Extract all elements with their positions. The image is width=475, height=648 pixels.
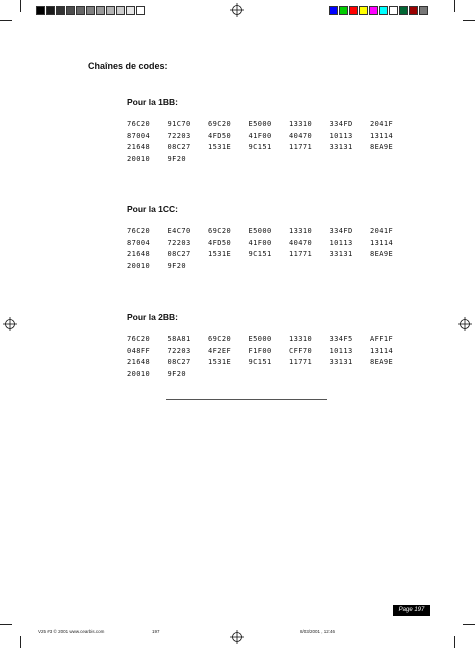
code-cell: 10113 — [329, 131, 353, 140]
code-row — [127, 132, 411, 140]
code-cell: 58A81 — [167, 335, 191, 343]
code-cell: 11771 — [289, 358, 313, 366]
code-cell: 72203 — [167, 238, 191, 247]
gray-swatch — [76, 6, 85, 15]
gray-swatch — [46, 6, 55, 15]
code-cell: 13114 — [370, 238, 394, 247]
code-cell: F1F00 — [248, 346, 272, 355]
gray-swatch — [36, 6, 45, 15]
code-cell: AFF1F — [370, 335, 394, 343]
code-row — [127, 347, 411, 355]
code-cell: 20010 — [127, 261, 151, 270]
registration-mark-icon — [458, 317, 472, 331]
code-cell: 9C151 — [248, 250, 272, 258]
crop-mark — [0, 624, 12, 625]
code-cell: 72203 — [167, 346, 191, 355]
color-swatch — [329, 6, 338, 15]
gray-swatch — [126, 6, 135, 15]
code-cell: 1531E — [208, 250, 232, 258]
code-row — [127, 370, 208, 378]
code-cell: 69C20 — [208, 227, 232, 235]
code-cell: 91C70 — [167, 120, 191, 128]
crop-mark — [0, 20, 12, 21]
color-swatch — [399, 6, 408, 15]
code-cell: E5000 — [248, 227, 272, 235]
color-swatch — [369, 6, 378, 15]
code-cell: 11771 — [289, 143, 313, 151]
code-cell: 10113 — [329, 238, 353, 247]
code-cell: 2041F — [370, 227, 394, 235]
gray-swatch — [86, 6, 95, 15]
code-cell: 334F5 — [329, 335, 353, 343]
code-cell: 87004 — [127, 238, 151, 247]
code-cell: E5000 — [248, 120, 272, 128]
code-cell: 13310 — [289, 120, 313, 128]
code-cell: 9C151 — [248, 143, 272, 151]
registration-mark-icon — [3, 317, 17, 331]
crop-mark — [20, 0, 21, 12]
code-cell: 9C151 — [248, 358, 272, 366]
page-number-badge: Page 197 — [393, 605, 430, 616]
code-cell: 1531E — [208, 358, 232, 366]
code-cell: 1531E — [208, 143, 232, 151]
code-cell: 21648 — [127, 358, 151, 366]
page-title: Chaînes de codes: — [88, 61, 168, 71]
code-cell: 33131 — [329, 358, 353, 366]
code-cell: 40470 — [289, 238, 313, 247]
code-cell: 08C27 — [167, 250, 191, 258]
code-cell: 21648 — [127, 250, 151, 258]
code-cell: 20010 — [127, 154, 151, 163]
code-cell: 13114 — [370, 346, 394, 355]
code-cell: 69C20 — [208, 120, 232, 128]
code-cell: 08C27 — [167, 143, 191, 151]
code-cell: 334FD — [329, 120, 353, 128]
code-cell: 11771 — [289, 250, 313, 258]
footer-right: 8/03/2001 , 12:46 — [300, 629, 336, 634]
section-title-1bb: Pour la 1BB: — [127, 97, 179, 107]
code-cell: 40470 — [289, 131, 313, 140]
code-cell: 41F00 — [248, 131, 272, 140]
color-swatch — [409, 6, 418, 15]
code-cell: 048FF — [127, 346, 151, 355]
gray-swatch — [116, 6, 125, 15]
code-cell: 33131 — [329, 250, 353, 258]
code-row — [127, 155, 208, 163]
code-cell: 9F20 — [167, 369, 186, 378]
code-cell: 4FD50 — [208, 131, 232, 140]
code-row — [127, 143, 411, 151]
code-cell: 21648 — [127, 143, 151, 151]
gray-swatch — [96, 6, 105, 15]
code-cell: 13310 — [289, 227, 313, 235]
crop-mark — [463, 20, 475, 21]
crop-mark — [463, 624, 475, 625]
code-cell: CFF70 — [289, 346, 313, 355]
code-row — [127, 335, 411, 343]
code-cell: 33131 — [329, 143, 353, 151]
code-row — [127, 262, 208, 270]
registration-mark-icon — [230, 630, 244, 644]
code-row — [127, 227, 411, 235]
code-cell: E4C70 — [167, 227, 191, 235]
code-cell: 4F2EF — [208, 346, 232, 355]
color-swatch — [419, 6, 428, 15]
divider — [166, 399, 327, 400]
code-cell: 8EA9E — [370, 250, 394, 258]
gray-swatch — [136, 6, 145, 15]
color-swatch — [359, 6, 368, 15]
code-row — [127, 120, 411, 128]
gray-swatch — [106, 6, 115, 15]
gray-swatch — [66, 6, 75, 15]
code-cell: 87004 — [127, 131, 151, 140]
color-swatch — [389, 6, 398, 15]
code-cell: E5000 — [248, 335, 272, 343]
crop-mark — [454, 0, 455, 12]
code-row — [127, 358, 411, 366]
code-cell: 9F20 — [167, 154, 186, 163]
code-row — [127, 239, 411, 247]
code-cell: 4FD50 — [208, 238, 232, 247]
crop-mark — [454, 636, 455, 648]
code-cell: 76C20 — [127, 120, 151, 128]
code-cell: 334FD — [329, 227, 353, 235]
code-cell: 41F00 — [248, 238, 272, 247]
code-cell: 9F20 — [167, 261, 186, 270]
code-cell: 2041F — [370, 120, 394, 128]
registration-mark-icon — [230, 3, 244, 17]
code-cell: 72203 — [167, 131, 191, 140]
color-swatch — [379, 6, 388, 15]
code-cell: 08C27 — [167, 358, 191, 366]
color-swatch — [349, 6, 358, 15]
section-title-2bb: Pour la 2BB: — [127, 312, 179, 322]
gray-swatch — [56, 6, 65, 15]
code-cell: 76C20 — [127, 227, 151, 235]
code-cell: 8EA9E — [370, 143, 394, 151]
code-cell: 13310 — [289, 335, 313, 343]
code-cell: 8EA9E — [370, 358, 394, 366]
code-cell: 76C20 — [127, 335, 151, 343]
code-cell: 13114 — [370, 131, 394, 140]
code-cell: 69C20 — [208, 335, 232, 343]
code-cell: 20010 — [127, 369, 151, 378]
color-swatch — [339, 6, 348, 15]
footer-center: 197 — [152, 629, 160, 634]
footer-left: V25 #3 © 2001 www.cearbis.com — [38, 629, 105, 634]
crop-mark — [20, 636, 21, 648]
code-row — [127, 250, 411, 258]
section-title-1cc: Pour la 1CC: — [127, 204, 179, 214]
code-cell: 10113 — [329, 346, 353, 355]
